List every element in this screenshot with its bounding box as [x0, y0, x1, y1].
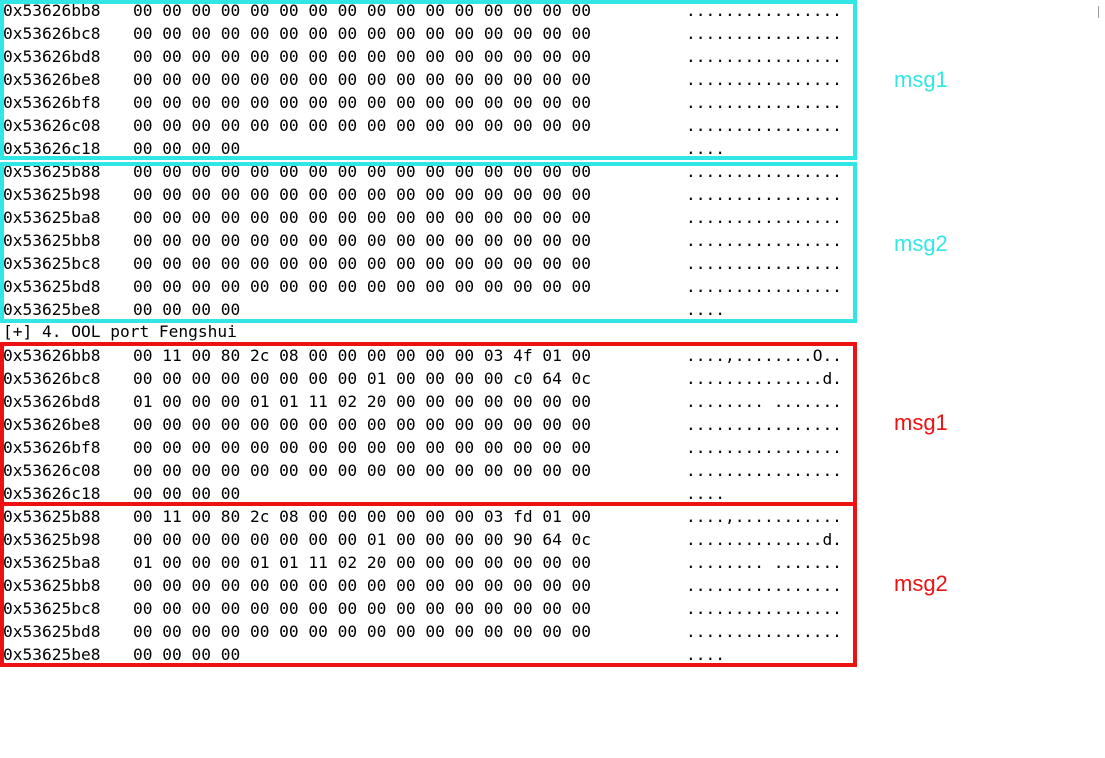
hex-bytes: 00 00 00 00 00 00 00 00 01 00 00 00 00 c0 64 0c — [133, 369, 592, 388]
hex-bytes: 00 00 00 00 00 00 00 00 00 00 00 00 00 00 00 00 — [133, 24, 592, 43]
hex-bytes: 00 00 00 00 00 00 00 00 00 00 00 00 00 00 00 00 — [133, 93, 592, 112]
hex-bytes: 00 00 00 00 — [133, 300, 241, 319]
hex-bytes: 00 00 00 00 00 00 00 00 00 00 00 00 00 00 00 00 — [133, 622, 592, 641]
ascii-column: ..............d. — [686, 369, 842, 388]
hex-bytes: 00 00 00 00 00 00 00 00 00 00 00 00 00 00 00 00 — [133, 231, 592, 250]
ascii-column: .... — [686, 645, 725, 664]
before-msg2-highlight — [0, 162, 857, 323]
address: 0x53625ba8 — [3, 208, 101, 227]
before-msg1-highlight — [0, 0, 857, 160]
window-edge-divider — [1098, 6, 1099, 18]
hex-bytes: 00 11 00 80 2c 08 00 00 00 00 00 00 03 4f 01 00 — [133, 346, 592, 365]
hex-bytes: 00 00 00 00 00 00 00 00 00 00 00 00 00 00 00 00 — [133, 254, 592, 273]
address: 0x53625be8 — [3, 300, 101, 319]
hex-bytes: 00 00 00 00 00 00 00 00 00 00 00 00 00 00 00 00 — [133, 116, 592, 135]
address: 0x53626bc8 — [3, 369, 101, 388]
ascii-column: ................ — [686, 254, 842, 273]
ascii-column: .... — [686, 484, 725, 503]
ascii-column: ................ — [686, 24, 842, 43]
address: 0x53625bc8 — [3, 599, 101, 618]
hex-bytes: 00 00 00 00 — [133, 139, 241, 158]
hex-bytes: 00 00 00 00 00 00 00 00 00 00 00 00 00 00 00 00 — [133, 461, 592, 480]
ascii-column: .... — [686, 300, 725, 319]
ascii-column: ................ — [686, 47, 842, 66]
ascii-column: ................ — [686, 415, 842, 434]
ascii-column: ....,........... — [686, 507, 842, 526]
hex-bytes: 00 00 00 00 00 00 00 00 00 00 00 00 00 00 00 00 — [133, 599, 592, 618]
after-msg2-label: msg2 — [894, 571, 948, 596]
ascii-column: ................ — [686, 93, 842, 112]
address: 0x53626c08 — [3, 116, 101, 135]
after-msg1-label: msg1 — [894, 410, 948, 435]
address: 0x53625b98 — [3, 185, 101, 204]
hex-bytes: 00 00 00 00 00 00 00 00 00 00 00 00 00 00 00 00 — [133, 438, 592, 457]
address: 0x53626bf8 — [3, 93, 101, 112]
ascii-column: ................ — [686, 438, 842, 457]
hex-bytes: 00 00 00 00 00 00 00 00 01 00 00 00 00 90 64 0c — [133, 530, 592, 549]
hex-bytes: 00 00 00 00 00 00 00 00 00 00 00 00 00 00 00 00 — [133, 162, 592, 181]
address: 0x53626bb8 — [3, 1, 101, 20]
address: 0x53626c18 — [3, 484, 101, 503]
address: 0x53626be8 — [3, 70, 101, 89]
address: 0x53625bc8 — [3, 254, 101, 273]
address: 0x53626bf8 — [3, 438, 101, 457]
hex-bytes: 00 00 00 00 00 00 00 00 00 00 00 00 00 00 00 00 — [133, 70, 592, 89]
hex-bytes: 01 00 00 00 01 01 11 02 20 00 00 00 00 00 00 00 — [133, 392, 592, 411]
hex-bytes: 00 00 00 00 00 00 00 00 00 00 00 00 00 00 00 00 — [133, 576, 592, 595]
ascii-column: ................ — [686, 622, 842, 641]
ascii-column: ....,........O.. — [686, 346, 842, 365]
address: 0x53626bb8 — [3, 346, 101, 365]
address: 0x53625b88 — [3, 507, 101, 526]
address: 0x53625b88 — [3, 162, 101, 181]
ascii-column: ................ — [686, 185, 842, 204]
address: 0x53626bc8 — [3, 24, 101, 43]
after-msg2-highlight — [0, 502, 857, 667]
ascii-column: ................ — [686, 116, 842, 135]
hex-bytes: 00 00 00 00 — [133, 645, 241, 664]
address: 0x53625bd8 — [3, 622, 101, 641]
address: 0x53625b98 — [3, 530, 101, 549]
ascii-column: ................ — [686, 231, 842, 250]
ascii-column: ................ — [686, 461, 842, 480]
hex-bytes: 00 00 00 00 00 00 00 00 00 00 00 00 00 00 00 00 — [133, 1, 592, 20]
ascii-column: ................ — [686, 162, 842, 181]
after-msg1-highlight — [0, 342, 857, 506]
hex-bytes: 00 11 00 80 2c 08 00 00 00 00 00 00 03 fd 01 00 — [133, 507, 592, 526]
status-line: [+] 4. OOL port Fengshui — [3, 322, 237, 341]
hex-bytes: 00 00 00 00 00 00 00 00 00 00 00 00 00 00 00 00 — [133, 277, 592, 296]
address: 0x53625bb8 — [3, 231, 101, 250]
hex-bytes: 00 00 00 00 00 00 00 00 00 00 00 00 00 00 00 00 — [133, 208, 592, 227]
hex-bytes: 01 00 00 00 01 01 11 02 20 00 00 00 00 00 00 00 — [133, 553, 592, 572]
ascii-column: ........ ....... — [686, 553, 842, 572]
address: 0x53626be8 — [3, 415, 101, 434]
ascii-column: ..............d. — [686, 530, 842, 549]
ascii-column: ................ — [686, 599, 842, 618]
before-msg1-label: msg1 — [894, 67, 948, 92]
address: 0x53626c18 — [3, 139, 101, 158]
ascii-column: ................ — [686, 576, 842, 595]
ascii-column: ................ — [686, 208, 842, 227]
address: 0x53625bd8 — [3, 277, 101, 296]
before-msg2-label: msg2 — [894, 231, 948, 256]
hex-bytes: 00 00 00 00 00 00 00 00 00 00 00 00 00 00 00 00 — [133, 415, 592, 434]
hex-bytes: 00 00 00 00 00 00 00 00 00 00 00 00 00 00 00 00 — [133, 185, 592, 204]
ascii-column: ........ ....... — [686, 392, 842, 411]
address: 0x53626bd8 — [3, 392, 101, 411]
hex-bytes: 00 00 00 00 00 00 00 00 00 00 00 00 00 00 00 00 — [133, 47, 592, 66]
address: 0x53626c08 — [3, 461, 101, 480]
ascii-column: ................ — [686, 1, 842, 20]
ascii-column: ................ — [686, 277, 842, 296]
hex-bytes: 00 00 00 00 — [133, 484, 241, 503]
address: 0x53625be8 — [3, 645, 101, 664]
address: 0x53625bb8 — [3, 576, 101, 595]
ascii-column: ................ — [686, 70, 842, 89]
address: 0x53626bd8 — [3, 47, 101, 66]
ascii-column: .... — [686, 139, 725, 158]
address: 0x53625ba8 — [3, 553, 101, 572]
